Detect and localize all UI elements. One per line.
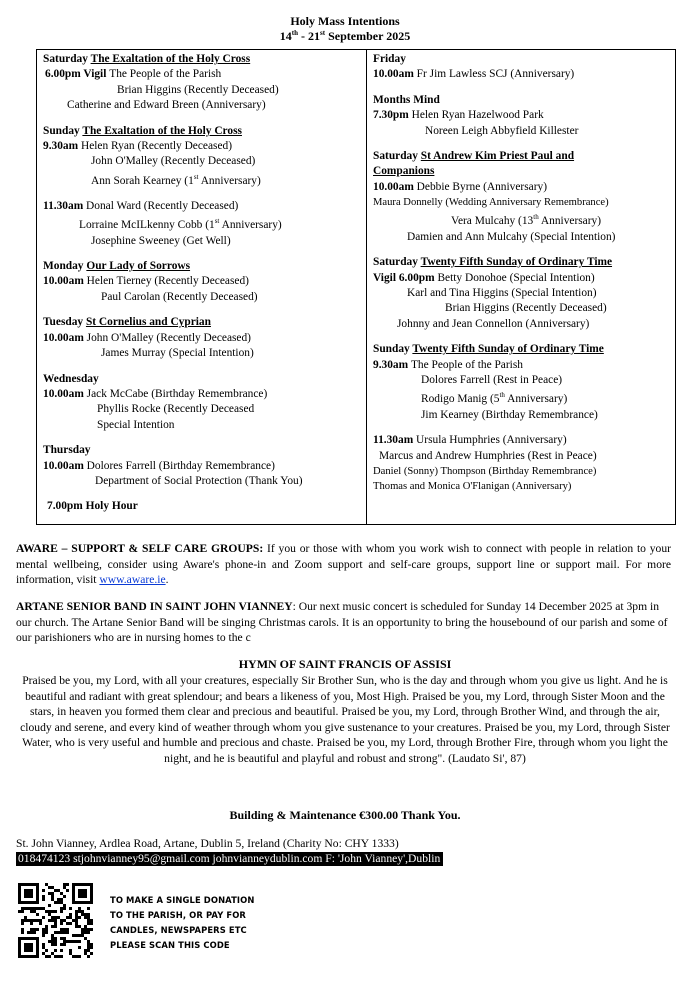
intention-text: Vigil 6.00pm — [373, 271, 438, 284]
intention-line — [43, 98, 363, 113]
donate-line: PLEASE SCAN THIS CODE — [110, 940, 230, 950]
intention-line — [373, 230, 675, 245]
intention-text: Saturday — [373, 256, 421, 269]
intention-text: Sunday — [43, 124, 83, 137]
intention-text: Catherine and Edward Breen (Anniversary) — [67, 99, 266, 112]
intention-text: Jack McCabe (Birthday Remembrance) — [86, 387, 268, 400]
intention-text: Saturday — [373, 150, 421, 163]
intention-line — [43, 52, 363, 67]
aware-text: If you or those with whom you work wish to connect with people in relation to your mental wellbeing, consider using Aware's phone-in and Zoom support and self-care groups, support line or support mail. For more information, visit — [16, 542, 672, 587]
column-divider — [366, 50, 367, 524]
intention-line — [43, 259, 363, 274]
spacer — [373, 139, 675, 149]
intention-text: Special Intention — [97, 418, 175, 431]
intention-line — [43, 499, 363, 514]
intention-text: Ursula Humphries (Anniversary) — [416, 434, 567, 447]
intention-text: The Exaltation of the Holy Cross — [82, 124, 242, 137]
intention-line — [373, 195, 675, 210]
intention-text: 6.00pm Vigil — [45, 68, 110, 81]
intention-text: Friday — [373, 53, 406, 65]
mass-intentions-table — [36, 49, 676, 525]
donate-line: TO MAKE A SINGLE DONATION — [110, 895, 255, 905]
intention-line — [43, 402, 363, 417]
intention-line — [43, 67, 363, 82]
intention-line — [373, 286, 675, 301]
intention-text: Donal Ward (Recently Deceased) — [86, 200, 239, 213]
intention-text: Rodigo Manig (5th Anniversary) — [421, 391, 568, 406]
intention-text: Twenty Fifth Sunday of Ordinary Time — [420, 256, 613, 269]
intention-text: Damien and Ann Mulcahy (Special Intention) — [407, 230, 616, 243]
intention-text: Johnny and Jean Connellon (Anniversary) — [397, 317, 590, 330]
artane-text: : Our next music concert is scheduled for Sunday 14 December 2025 at 3pm in our church. The Artane Senior Band will be singing Christmas carols. It is an opportunity to bring the housebound of our parish and some of our parishioners who are in nursing homes to the c — [16, 600, 668, 645]
spacer — [373, 332, 675, 342]
intention-text: Debbie Byrne (Anniversary) — [416, 180, 547, 193]
intention-line — [43, 199, 363, 214]
intention-line — [373, 164, 675, 179]
intention-text: Fr Jim Lawless SCJ (Anniversary) — [416, 68, 575, 81]
left-column — [43, 52, 363, 515]
intention-text: Twenty Fifth Sunday of Ordinary Time — [412, 343, 604, 356]
intention-line — [373, 449, 675, 464]
intention-text: Karl and Tina Higgins (Special Intention) — [407, 287, 597, 300]
intention-text: The People of the Parish — [410, 358, 523, 371]
intention-line — [373, 93, 675, 108]
contact-bar: 018474123 stjohnvianney95@gmail.com johnvianneydublin.com F: 'John Vianney',Dublin — [16, 852, 443, 866]
intention-line — [43, 234, 363, 249]
intention-line — [43, 290, 363, 305]
intention-line — [373, 52, 675, 67]
intention-text: Jim Kearney (Birthday Remembrance) — [421, 408, 598, 421]
intention-line — [373, 408, 675, 423]
intention-text: 9.30am — [43, 140, 81, 153]
intention-text: Thomas and Monica O'Flanigan (Anniversary) — [373, 481, 572, 493]
intention-line — [373, 464, 675, 479]
intention-text: Ann Sorah Kearney (1st Anniversary) — [91, 172, 261, 187]
artane-heading: ARTANE SENIOR BAND IN SAINT JOHN VIANNEY — [16, 600, 293, 613]
intention-text: Helen Tierney (Recently Deceased) — [86, 275, 249, 288]
intention-text: Vera Mulcahy (13th Anniversary) — [451, 213, 602, 228]
spacer — [43, 189, 363, 199]
intention-text: Dolores Farrell (Birthday Remembrance) — [86, 459, 275, 472]
intention-line — [43, 214, 363, 233]
intention-text: Marcus and Andrew Humphries (Rest in Peace) — [379, 449, 597, 462]
intention-line — [43, 274, 363, 289]
intention-text: Noreen Leigh Abbyfield Killester — [425, 124, 579, 137]
intention-text: Helen Ryan Hazelwood Park — [411, 109, 544, 122]
intention-text: 10.00am — [373, 68, 417, 81]
spacer — [43, 489, 363, 499]
page-title: Holy Mass Intentions — [290, 14, 400, 28]
right-column — [373, 52, 675, 495]
intention-text: Monday — [43, 260, 87, 273]
intention-text: Months Mind — [373, 93, 440, 106]
intention-line — [373, 373, 675, 388]
intention-text: James Murray (Special Intention) — [101, 347, 254, 360]
intention-text: Lorraine McILkenny Cobb (1st Anniversary) — [79, 217, 282, 232]
intention-text: Daniel (Sonny) Thompson (Birthday Remembrance) — [373, 465, 597, 477]
intention-text: Our Lady of Sorrows — [86, 260, 191, 273]
intention-line — [373, 211, 675, 230]
intention-text: Josephine Sweeney (Get Well) — [91, 234, 231, 247]
intention-line — [43, 154, 363, 169]
aware-end: . — [165, 573, 169, 587]
intention-text: John O'Malley (Recently Deceased) — [91, 155, 256, 168]
artane-notice — [16, 599, 671, 646]
intention-line — [43, 124, 363, 139]
spacer — [43, 362, 363, 372]
hymn-title: HYMN OF SAINT FRANCIS OF ASSISI — [238, 657, 452, 671]
intention-text: 11.30am — [43, 200, 87, 213]
donation-instructions — [110, 893, 254, 953]
spacer — [43, 433, 363, 443]
building-maintenance: Building & Maintenance €300.00 Thank You. — [229, 808, 461, 822]
donate-line: TO THE PARISH, OR PAY FOR — [110, 910, 246, 920]
intention-line — [43, 459, 363, 474]
intention-text: Department of Social Protection (Thank You) — [95, 474, 303, 487]
intention-text: Brian Higgins (Recently Deceased) — [117, 83, 279, 96]
aware-notice — [16, 541, 671, 588]
intention-text: Helen Ryan (Recently Deceased) — [80, 140, 232, 153]
intention-text: Paul Carolan (Recently Deceased) — [101, 290, 258, 303]
intention-text: John O'Malley (Recently Deceased) — [86, 331, 251, 344]
intention-text: 10.00am — [43, 275, 87, 288]
intention-text: The People of the Parish — [109, 68, 222, 81]
intention-text: 11.30am — [373, 434, 417, 447]
intention-text: St Cornelius and Cyprian — [85, 316, 211, 329]
intention-line — [373, 67, 675, 82]
intention-line — [43, 443, 363, 458]
intention-text: 10.00am — [43, 459, 87, 472]
intention-text: Tuesday — [43, 316, 86, 329]
spacer — [43, 305, 363, 315]
hymn-text: Praised be you, my Lord, with all your creatures, especially Sir Brother Sun, who is the day and through whom you give us light. And he is beautiful and radiant with great splendour; and bears a likeness of you, Most High. Praised be you, my Lord, through Sister Moon and the stars, in heaven you formed them clear and precious and beautiful. Praised be you, my Lord, through Brother Wind, and through the air, cloudy and serene, and every kind of weather through whom you give sustenance to your creatures. Praised be you, my Lord, through Sister Water, who is very useful and humble and precious and chaste. Praised be you, my Lord, through Brother Fire, through whom you light the night, and he is beautiful and playful and robust and strong". (Laudato Si', 87) — [20, 674, 670, 765]
intention-line — [373, 301, 675, 316]
intention-line — [43, 83, 363, 98]
intention-text: 9.30am — [373, 358, 411, 371]
spacer — [373, 423, 675, 433]
intention-line — [373, 358, 675, 373]
intention-text: 7.30pm — [373, 109, 412, 122]
parish-address: St. John Vianney, Ardlea Road, Artane, Dublin 5, Ireland (Charity No: CHY 1333) — [16, 837, 399, 850]
aware-link[interactable]: www.aware.ie — [99, 573, 166, 587]
intention-text: 10.00am — [43, 331, 87, 344]
intention-line — [373, 271, 675, 286]
intention-text: The Exaltation of the Holy Cross — [90, 53, 251, 65]
intention-text: Brian Higgins (Recently Deceased) — [445, 302, 607, 315]
intention-line — [373, 317, 675, 332]
intention-text: 10.00am — [43, 387, 87, 400]
intention-text: Betty Donohoe (Special Intention) — [437, 271, 595, 284]
spacer — [373, 83, 675, 93]
intention-line — [373, 180, 675, 195]
donate-line: CANDLES, NEWSPAPERS ETC — [110, 925, 247, 935]
intention-line — [373, 342, 675, 357]
intention-text: Sunday — [373, 343, 413, 356]
intention-text: Dolores Farrell (Rest in Peace) — [421, 374, 563, 387]
intention-line — [373, 108, 675, 123]
intention-line — [373, 255, 675, 270]
intention-line — [43, 474, 363, 489]
date-range: 14th - 21st September 2025 — [279, 29, 411, 43]
spacer — [43, 114, 363, 124]
intention-line — [373, 124, 675, 139]
intention-line — [43, 346, 363, 361]
intention-text: Saturday — [43, 53, 91, 65]
aware-heading: AWARE – SUPPORT & SELF CARE GROUPS: — [16, 542, 264, 555]
intention-line — [373, 433, 675, 448]
spacer — [373, 245, 675, 255]
intention-line — [373, 149, 675, 164]
intention-text: Maura Donnelly (Wedding Anniversary Remembrance) — [373, 197, 609, 209]
intention-line — [373, 479, 675, 494]
intention-text: Thursday — [43, 444, 91, 457]
qr-code-icon[interactable] — [18, 883, 93, 958]
intention-line — [43, 331, 363, 346]
intention-line — [43, 387, 363, 402]
intention-line — [373, 389, 675, 408]
intention-text: 10.00am — [373, 180, 417, 193]
intention-text: St Andrew Kim Priest Paul and — [420, 150, 575, 163]
intention-text: Phyllis Rocke (Recently Deceased — [97, 403, 255, 416]
intention-text: 7.00pm Holy Hour — [47, 500, 138, 513]
intention-line — [43, 315, 363, 330]
intention-text: Companions — [373, 165, 435, 178]
intention-text: Wednesday — [43, 372, 99, 385]
intention-line — [43, 170, 363, 189]
intention-line — [43, 372, 363, 387]
intention-line — [43, 418, 363, 433]
spacer — [43, 249, 363, 259]
intention-line — [43, 139, 363, 154]
